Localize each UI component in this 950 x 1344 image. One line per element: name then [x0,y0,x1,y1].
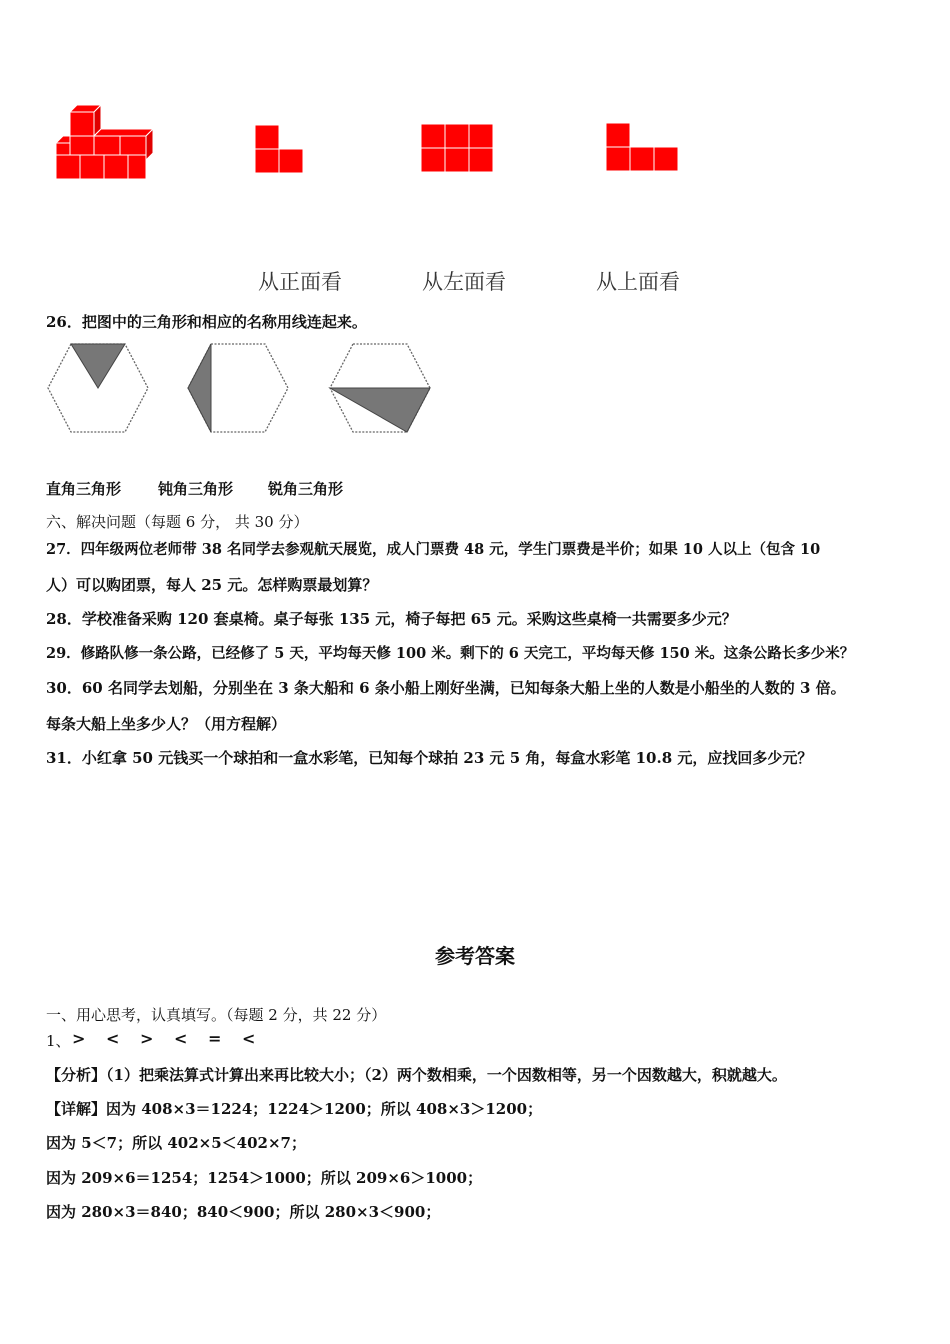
q26-text: 26．把图中的三角形和相应的名称用线连起来。 [46,313,367,331]
hexagon-right-triangle [328,341,434,436]
q27-line1: 27．四年级两位老师带 38 名同学去参观航天展览，成人门票费 48 元，学生门票费是半价；如果 10 人以上（包含 10 [46,541,821,558]
detail-line-1: 【详解】因为 408×3＝1224；1224＞1200；所以 408×3＞1200； [46,1100,543,1118]
answer1-symbol: < [242,1029,256,1048]
name-right-triangle: 直角三角形 [46,480,122,498]
left-view-figure [420,123,495,173]
answer1-symbol: = [208,1029,222,1048]
q29-text: 29．修路队修一条公路，已经修了 5 天，平均每天修 100 米。剩下的 6 天完工，平均每天修 150 米。这条公路长多少米？ [46,645,855,662]
front-view-label: 从正面看 [258,270,342,294]
analysis-text: 【分析】（1）把乘法算式计算出来再比较大小；（2）两个数相乘，一个因数相等，另一个因数越大，积就越大。 [46,1066,787,1084]
q27-line2: 人）可以购团票，每人 25 元。怎样购票最划算？ [46,576,378,594]
section6-heading: 六、解决问题（每题 6 分， 共 30 分） [46,513,309,531]
hexagon-obtuse-triangle [186,341,292,436]
detail-line-3: 因为 209×6＝1254；1254＞1000；所以 209×6＞1000； [46,1169,483,1187]
answer1-prefix: 1、 [46,1032,71,1050]
hexagon-acute-triangle [46,341,152,436]
answer1-symbol: < [174,1029,188,1048]
cube-solid-figure [50,105,155,185]
name-acute-triangle: 锐角三角形 [268,480,344,498]
answers-section1-heading: 一、用心思考，认真填写。（每题 2 分，共 22 分） [46,1006,387,1024]
detail-line-4: 因为 280×3＝840；840＜900；所以 280×3＜900； [46,1203,441,1221]
left-view-label: 从左面看 [422,270,506,294]
q30-line1: 30．60 名同学去划船，分别坐在 3 条大船和 6 条小船上刚好坐满，已知每条大船上坐的人数是小船坐的人数的 3 倍。 [46,679,846,697]
detail-line-2: 因为 5＜7；所以 402×5＜402×7； [46,1134,306,1152]
top-view-label: 从上面看 [596,270,680,294]
answer1-symbol: < [106,1029,120,1048]
top-view-figure [605,122,681,172]
q28-text: 28．学校准备采购 120 套桌椅。桌子每张 135 元，椅子每把 65 元。采购这些桌椅一共需要多少元？ [46,610,737,628]
answer1-symbol: > [140,1029,154,1048]
answer1-symbol: > [72,1029,86,1048]
q30-line2: 每条大船上坐多少人？（用方程解） [46,715,287,733]
name-obtuse-triangle: 钝角三角形 [158,480,234,498]
front-view-figure [255,124,305,174]
q31-text: 31．小红拿 50 元钱买一个球拍和一盒水彩笔，已知每个球拍 23 元 5 角，每盒水彩笔 10.8 元，应找回多少元？ [46,749,813,767]
answers-title: 参考答案 [435,944,515,968]
